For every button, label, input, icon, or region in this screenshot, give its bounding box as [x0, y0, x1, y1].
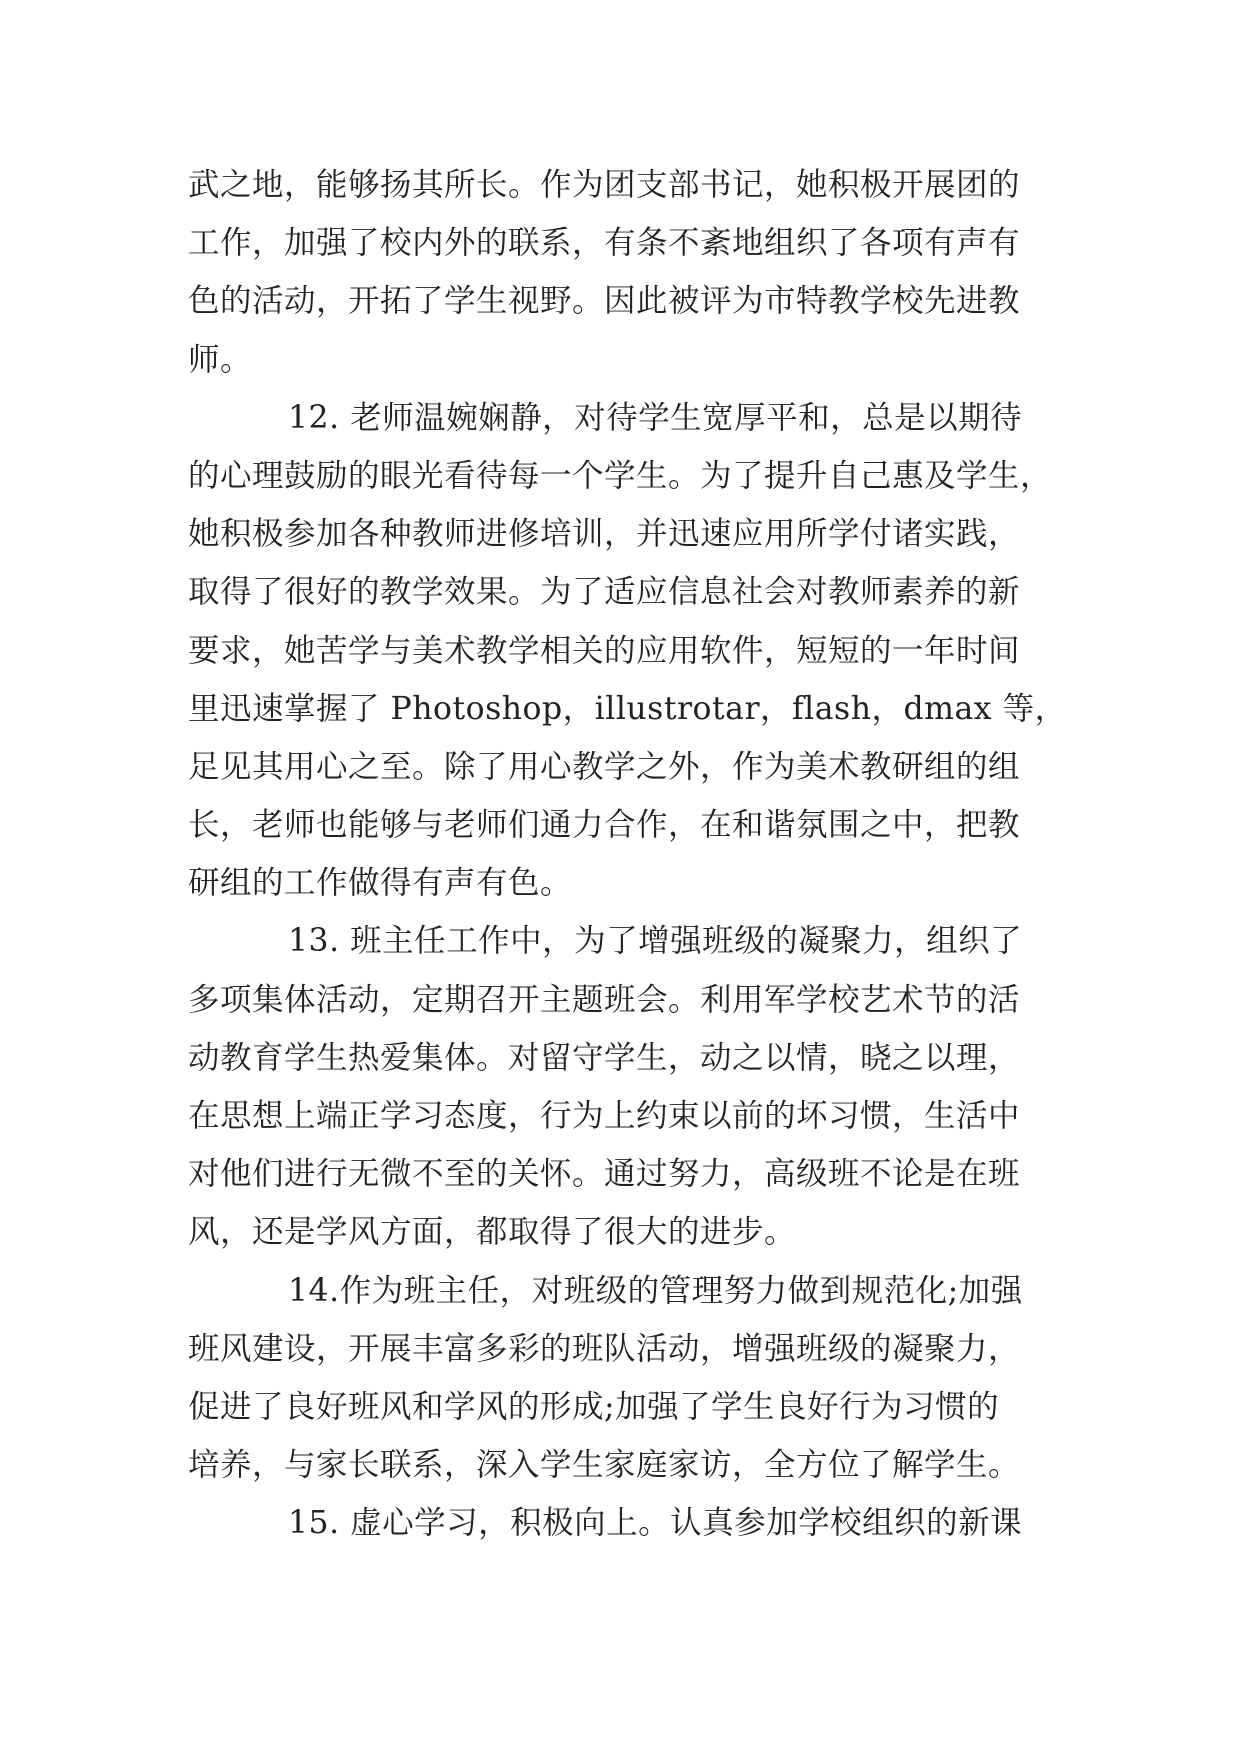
text-line: 促进了良好班风和学风的形成;加强了学生良好行为习惯的 [188, 1388, 1000, 1425]
text-line: 研组的工作做得有声有色。 [188, 865, 573, 902]
text-line: 武之地，能够扬其所长。作为团支部书记，她积极开展团的 [188, 167, 1021, 203]
body-text [188, 156, 1067, 1553]
paragraph-start-line: 15. 虚心学习，积极向上。认真参加学校组织的新课 [288, 1505, 1023, 1542]
paragraph-start-line: 14.作为班主任，对班级的管理努力做到规范化;加强 [288, 1272, 1023, 1309]
text-line: 里迅速掌握了 Photoshop，illustrotar，flash，dmax 等， [188, 690, 1067, 727]
text-line: 她积极参加各种教师进修培训，并迅速应用所学付诸实践， [188, 516, 1021, 553]
text-line: 多项集体活动，定期召开主题班会。利用军学校艺术节的活 [188, 981, 1021, 1018]
text-line: 对他们进行无微不至的关怀。通过努力，高级班不论是在班 [188, 1156, 1021, 1193]
text-line: 取得了很好的教学效果。为了适应信息社会对教师素养的新 [188, 574, 1021, 611]
text-line: 足见其用心之至。除了用心教学之外，作为美术教研组的组 [188, 748, 1021, 785]
text-line: 色的活动，开拓了学生视野。因此被评为市特教学校先进教 [188, 283, 1021, 320]
text-line: 风，还是学风方面，都取得了很大的进步。 [188, 1214, 797, 1251]
paragraph-start-line: 12. 老师温婉娴静，对待学生宽厚平和，总是以期待 [288, 399, 1023, 436]
text-line: 长，老师也能够与老师们通力合作，在和谐氛围之中，把教 [188, 807, 1021, 844]
text-line: 动教育学生热爱集体。对留守学生，动之以情，晓之以理， [188, 1039, 1021, 1076]
text-line: 在思想上端正学习态度，行为上约束以前的坏习惯，生活中 [188, 1098, 1021, 1134]
text-line: 的心理鼓励的眼光看待每一个学生。为了提升自己惠及学生， [188, 457, 1053, 494]
text-line: 班风建设，开展丰富多彩的班队活动，增强班级的凝聚力， [188, 1330, 1021, 1367]
text-line: 培养，与家长联系，深入学生家庭家访，全方位了解学生。 [188, 1447, 1021, 1484]
paragraph-start-line: 13. 班主任工作中，为了增强班级的凝聚力，组织了 [288, 923, 1023, 960]
text-line: 要求，她苦学与美术教学相关的应用软件，短短的一年时间 [188, 632, 1021, 669]
text-line: 师。 [188, 341, 253, 378]
text-line: 工作，加强了校内外的联系，有条不紊地组织了各项有声有 [188, 225, 1021, 262]
